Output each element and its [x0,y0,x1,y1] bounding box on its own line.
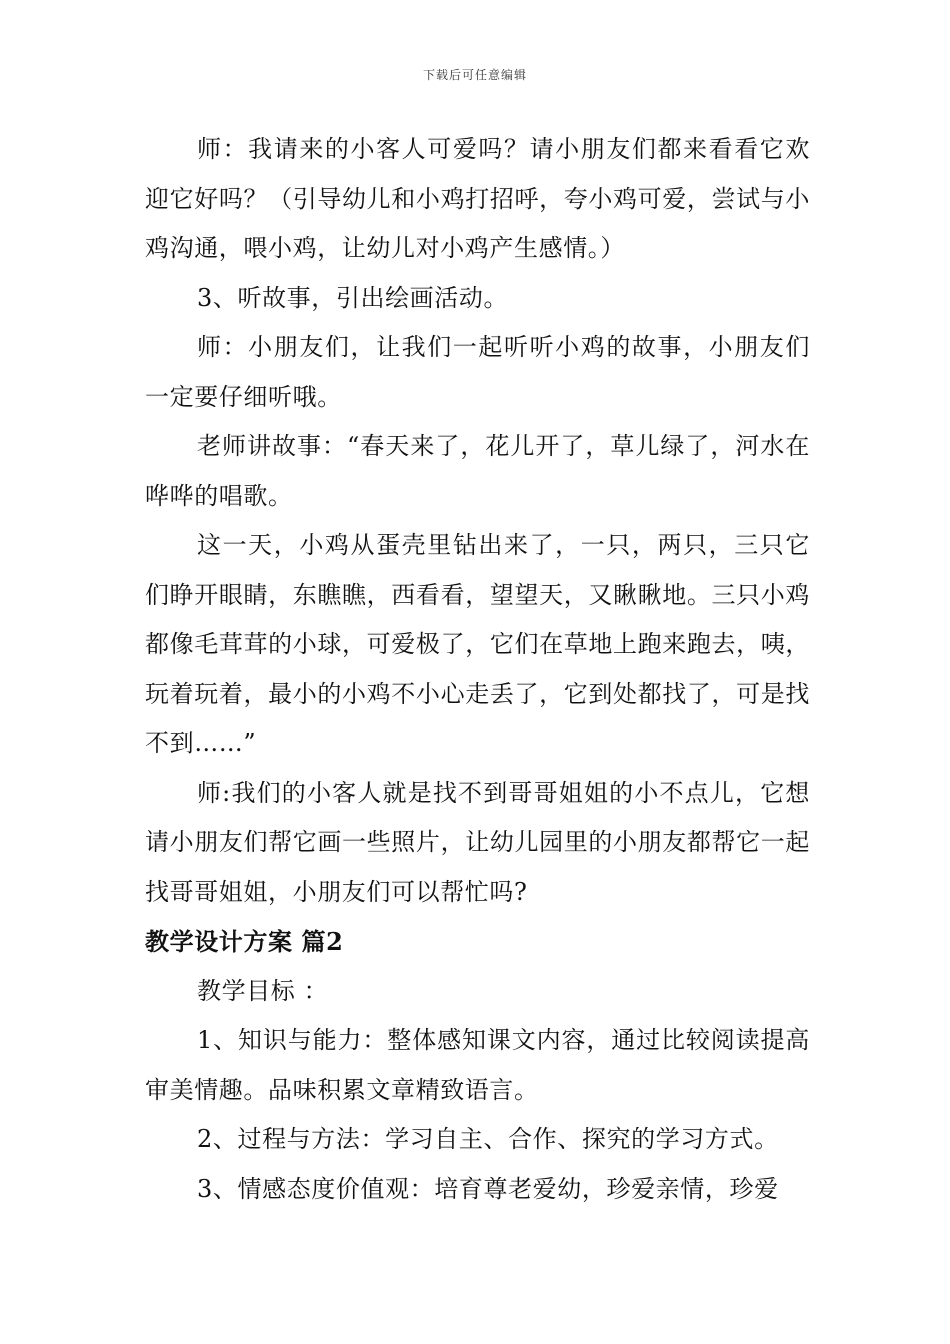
paragraph-teacher-invite: 师：我请来的小客人可爱吗？请小朋友们都来看看它欢迎它好吗？（引导幼儿和小鸡打招呼，夸小鸡可爱，尝试与小鸡沟通，喂小鸡，让幼儿对小鸡产生感情。） [145,135,810,262]
paragraph-listen-story: 师：小朋友们，让我们一起听听小鸡的故事，小朋友们一定要仔细听哦。 [145,333,810,411]
paragraph-story-step: 3、听故事，引出绘画活动。 [197,283,509,312]
paragraph-emotion-values: 3、情感态度价值观：培育尊老爱幼，珍爱亲情，珍爱 [197,1174,779,1203]
paragraph-help-request: 师:我们的小客人就是找不到哥哥姐姐的小不点儿，它想请小朋友们帮它画一些照片，让幼儿园里的小朋友都帮它一起找哥哥姐姐，小朋友们可以帮忙吗? [145,778,810,906]
paragraph-chick-story: 这一天，小鸡从蛋壳里钻出来了，一只，两只，三只它们睁开眼睛，东瞧瞧，西看看，望望天，又瞅瞅地。三只小鸡都像毛茸茸的小球，可爱极了，它们在草地上跑来跑去，咦，玩着玩着，最小的小鸡不小心走丢了，它到处都找了，可是找不到……” [145,531,810,757]
section-heading: 教学设计方案 篇2 [145,927,344,956]
paragraph-teaching-goals: 教学目标 ： [197,976,329,1005]
paragraph-knowledge-ability: 1、知识与能力：整体感知课文内容，通过比较阅读提高审美情趣。品味积累文章精致语言。 [145,1026,810,1104]
header-note: 下载后可任意编辑 [422,68,527,82]
paragraph-teacher-story: 老师讲故事：“春天来了，花儿开了，草儿绿了，河水在哗哗的唱歌。 [145,432,810,510]
paragraph-process-method: 2、过程与方法：学习自主、合作、探究的学习方式。 [197,1125,779,1153]
document-body [145,125,810,1214]
